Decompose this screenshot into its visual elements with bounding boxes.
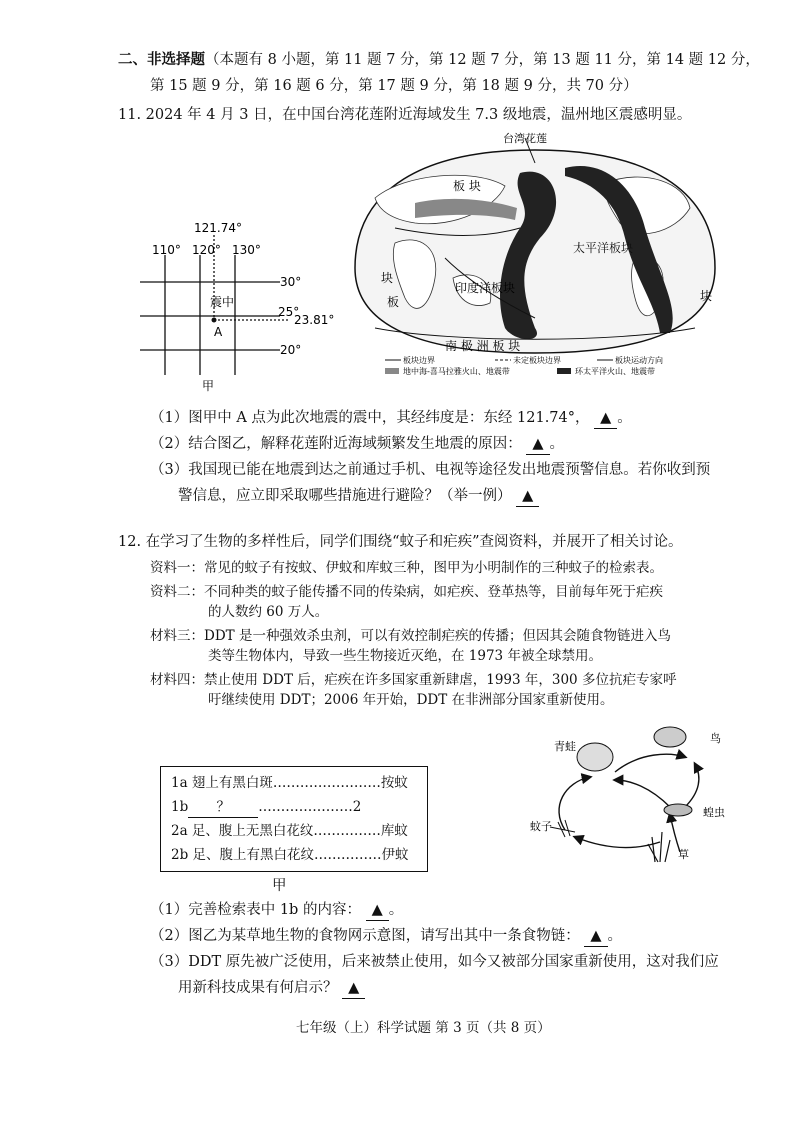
q12-sub3-line2 <box>178 978 365 999</box>
antarctic-plate-label: 南 极 洲 板 块 <box>445 339 521 353</box>
frog-icon <box>577 743 613 771</box>
key-row-1b-blank[interactable]: ？ <box>188 797 258 818</box>
legend-direction: 板块运动方向 <box>615 356 663 365</box>
food-web-figure <box>520 712 740 872</box>
taiwan-label: 台湾花莲 <box>503 132 547 145</box>
q11-sub1 <box>150 408 632 429</box>
q12-sub1-period: 。 <box>388 902 404 918</box>
legend-med: 地中海-喜马拉雅火山、地震带 <box>403 367 510 376</box>
zhenzhong-label: 震中 <box>210 295 235 309</box>
mosquito-key-table <box>160 766 428 872</box>
q11-sub3-blank[interactable]: ▲ <box>516 486 539 507</box>
frog-label: 青蛙 <box>554 740 576 753</box>
q11-sub3-line2 <box>178 486 539 507</box>
grass-icon <box>648 832 670 862</box>
fig-jia-caption: 甲 <box>202 379 215 393</box>
q11-sub1-period: 。 <box>617 410 632 426</box>
section-header <box>118 50 760 70</box>
left-plate-label-1: 块 <box>381 271 394 285</box>
pacific-plate-label: 太平洋板块 <box>573 241 634 255</box>
q12-sub3-text: 用新科技成果有何启示？ <box>178 980 338 996</box>
lat-30-label: 30° <box>280 275 302 289</box>
key-row-2a: 2a 足、腹上无黑白花纹……………库蚊 <box>171 823 408 839</box>
q12-sub1 <box>150 900 403 921</box>
grass-label: 草 <box>678 848 689 861</box>
left-plate-label-2: 板 <box>387 295 400 309</box>
q12-sub2 <box>150 926 622 947</box>
lat-25-label: 25° <box>278 305 300 319</box>
section-desc-2: 第 15 题 9 分，第 16 题 6 分，第 17 题 9 分，第 18 题 9 分，共 70 分） <box>150 78 638 94</box>
right-plate-label: 块 <box>700 289 713 303</box>
q11-sub1-blank[interactable]: ▲ <box>594 408 617 429</box>
legend-undetermined: 未定板块边界 <box>513 356 561 365</box>
key-row-1b <box>171 797 361 818</box>
key-table-caption: 甲 <box>272 878 287 894</box>
locust-label: 蝗虫 <box>703 806 725 819</box>
mosquito-label: 蚊子 <box>530 820 552 833</box>
q11-sub2-text: （2）结合图乙，解释花莲附近海域频繁发生地震的原因： <box>150 436 522 452</box>
q12-sub3-blank[interactable]: ▲ <box>342 978 365 999</box>
page-footer: 七年级（上）科学试题 第 3 页（共 8 页） <box>296 1020 551 1036</box>
lon-110-label: 110° <box>152 243 181 257</box>
section-desc-1: （本题有 8 小题，第 11 题 7 分，第 12 题 7 分，第 13 题 11 分，第 14 题 12 分， <box>205 52 760 68</box>
eurasian-plate-label: 板 块 <box>453 179 481 193</box>
key-row-2b: 2b 足、腹上有黑白花纹……………伊蚊 <box>171 847 409 863</box>
lat-20-label: 20° <box>280 343 302 357</box>
legend-boundary: 板块边界 <box>403 356 435 365</box>
legend-pacific: 环太平洋火山、地震带 <box>575 367 655 376</box>
section-title: 二、非选择题 <box>118 51 205 68</box>
indian-plate-label: 印度洋板块 <box>455 281 516 295</box>
mosquito-icon <box>550 820 575 837</box>
q11-sub3-line1: （3）我国现已能在地震到达之前通过手机、电视等途径发出地震预警信息。若你收到预 <box>150 462 711 478</box>
q12-stem: 12. 在学习了生物的多样性后，同学们围绕“蚊子和疟疾”查阅资料，并展开了相关讨论。 <box>118 534 683 550</box>
q11-sub1-text: （1）图甲中 A 点为此次地震的震中，其经纬度是：东经 121.74°， <box>150 410 590 426</box>
key-row-1b-code: 1b <box>171 799 189 815</box>
bird-label: 鸟 <box>710 732 721 745</box>
lat-2381-label: 23.81° <box>294 313 335 327</box>
bird-icon <box>654 727 686 747</box>
q12-sub1-text: （1）完善检索表中 1b 的内容： <box>150 902 361 918</box>
q12-material-2-line1: 资料二：不同种类的蚊子能传播不同的传染病，如疟疾、登革热等，目前每年死于疟疾 <box>150 584 663 600</box>
q12-sub3-line1: （3）DDT 原先被广泛使用，后来被禁止使用，如今又被部分国家重新使用，这对我们应 <box>150 954 719 970</box>
q11-stem: 11. 2024 年 4 月 3 日，在中国台湾花莲附近海域发生 7.3 级地震，温州地区震感明显。 <box>118 107 692 123</box>
lon-121-label: 121.74° <box>194 221 242 235</box>
q11-figure-yi-map <box>335 128 735 378</box>
point-a-label: A <box>214 325 223 339</box>
q11-sub2 <box>150 434 564 455</box>
q12-sub2-text: （2）图乙为某草地生物的食物网示意图，请写出其中一条食物链： <box>150 928 580 944</box>
locust-icon <box>664 804 692 816</box>
q12-sub2-period: 。 <box>607 928 622 944</box>
q11-sub2-period: 。 <box>549 436 564 452</box>
q11-sub3-text: 警信息，应立即采取哪些措施进行避险？（举一例） <box>178 488 512 504</box>
key-row-1b-dots: …………………2 <box>258 799 362 815</box>
q11-figure-jia <box>130 210 350 400</box>
lon-130-label: 130° <box>232 243 261 257</box>
q12-material-4-line2: 吁继续使用 DDT；2006 年开始，DDT 在非洲部分国家重新使用。 <box>208 692 614 708</box>
q12-sub2-blank[interactable]: ▲ <box>584 926 607 947</box>
q12-material-1: 资料一：常见的蚊子有按蚊、伊蚊和库蚊三种，图甲为小明制作的三种蚊子的检索表。 <box>150 560 663 576</box>
q12-material-2-line2: 的人数约 60 万人。 <box>208 604 329 620</box>
key-row-1a: 1a 翅上有黑白斑……………………按蚊 <box>171 775 408 791</box>
lon-120-label: 120° <box>192 243 221 257</box>
q12-material-3-line1: 材料三：DDT 是一种强效杀虫剂，可以有效控制疟疾的传播；但因其会随食物链进入鸟 <box>150 628 671 644</box>
q12-material-3-line2: 类等生物体内，导致一些生物接近灭绝，在 1973 年被全球禁用。 <box>208 648 602 664</box>
q12-material-4-line1: 材料四：禁止使用 DDT 后，疟疾在许多国家重新肆虐，1993 年，300 多位抗疟专家呼 <box>150 672 677 688</box>
epicenter-point <box>212 318 217 323</box>
q11-sub2-blank[interactable]: ▲ <box>526 434 549 455</box>
q12-sub1-blank[interactable]: ▲ <box>366 900 389 921</box>
